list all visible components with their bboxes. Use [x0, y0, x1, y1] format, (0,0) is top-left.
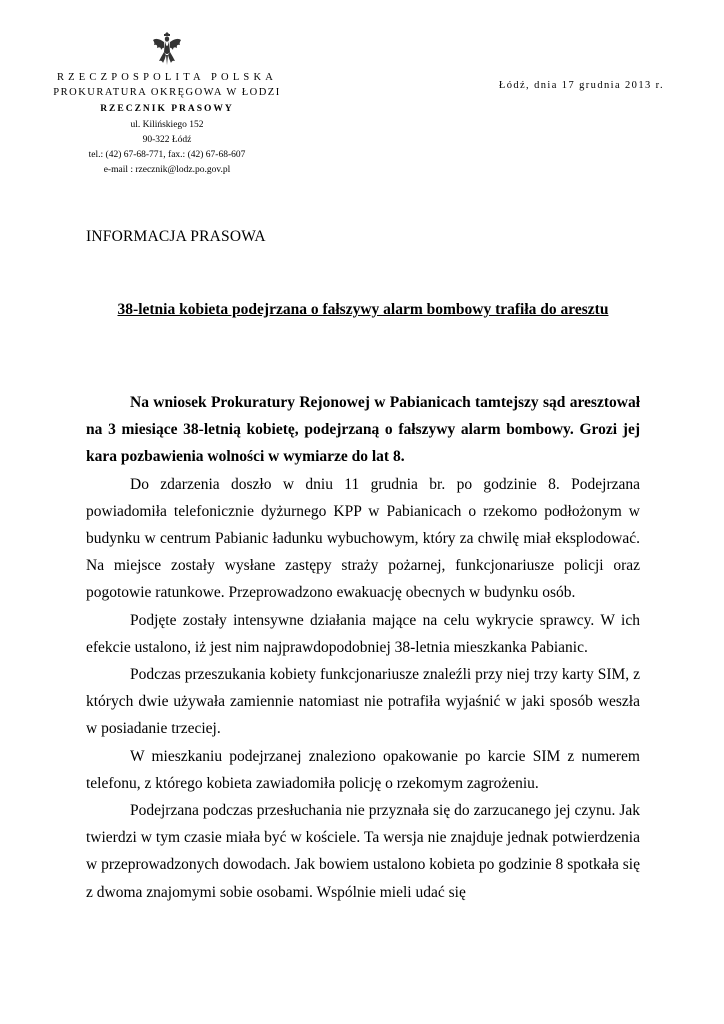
document-body: [86, 389, 640, 906]
lead-paragraph: Na wniosek Prokuratury Rejonowej w Pabianicach tamtejszy sąd aresztował na 3 miesiące 38-letnią kobietę, podejrzaną o fałszywy alarm bombowy. Grozi jej kara pozbawienia wolności w wymiarze do lat 8.: [86, 394, 640, 466]
body-paragraph: W mieszkaniu podejrzanej znaleziono opakowanie po karcie SIM z numerem telefonu, z którego kobieta zawiadomiła policję o rzekomym zagrożeniu.: [86, 747, 640, 792]
body-paragraph: Do zdarzenia doszło w dniu 11 grudnia br. po godzinie 8. Podejrzana powiadomiła telefonicznie dyżurnego KPP w Pabianicach o rzekomo podłożonym w budynku w centrum Pabianic ładunku wybuchowym, który za chwilę miał eksplodować. Na miejsce zostały wysłane zastępy straży pożarnej, funkcjonariusze policji oraz pogotowie ratunkowe. Przeprowadzono ewakuację obecnych w budynku osób.: [86, 475, 640, 602]
letterhead-phone: tel.: (42) 67-68-771, fax.: (42) 67-68-607: [88, 150, 246, 160]
letterhead: [20, 70, 314, 178]
press-release-label: INFORMACJA PRASOWA: [86, 228, 266, 245]
letterhead-office: PROKURATURA OKRĘGOWA W ŁODZI: [53, 87, 281, 98]
letterhead-role: RZECZNIK PRASOWY: [100, 104, 234, 114]
letterhead-country: RZECZPOSPOLITA POLSKA: [56, 72, 278, 83]
body-paragraph: Podczas przeszukania kobiety funkcjonariusze znaleźli przy niej trzy karty SIM, z których dwie używała zamiennie natomiast nie potrafiła wyjaśnić w jaki sposób weszła w posiadanie trzeciej.: [86, 666, 640, 738]
headline: 38-letnia kobieta podejrzana o fałszywy alarm bombowy trafiła do aresztu: [117, 301, 609, 318]
document-date: Łódź, dnia 17 grudnia 2013 r.: [498, 80, 664, 91]
body-paragraph: Podjęte zostały intensywne działania mające na celu wykrycie sprawcy. W ich efekcie ustalono, iż jest nim najprawdopodobniej 38-letnia mieszkanka Pabianic.: [86, 611, 640, 656]
body-paragraph: Podejrzana podczas przesłuchania nie przyznała się do zarzucanego jej czynu. Jak twierdzi w tym czasie miała być w kościele. Ta wersja nie znajduje jednak potwierdzenia w przeprowadzonych dowodach. Jak bowiem ustalono kobieta po godzinie 8 spotkała się z dwoma znajomymi sobie osobami. Wspólnie mieli udać się: [86, 802, 640, 901]
letterhead-postal: 90-322 Łódź: [142, 135, 192, 145]
letterhead-street: ul. Kilińskiego 152: [130, 120, 204, 130]
polish-eagle-emblem-icon: [152, 30, 182, 66]
letterhead-email: e-mail : rzecznik@lodz.po.gov.pl: [103, 165, 231, 175]
